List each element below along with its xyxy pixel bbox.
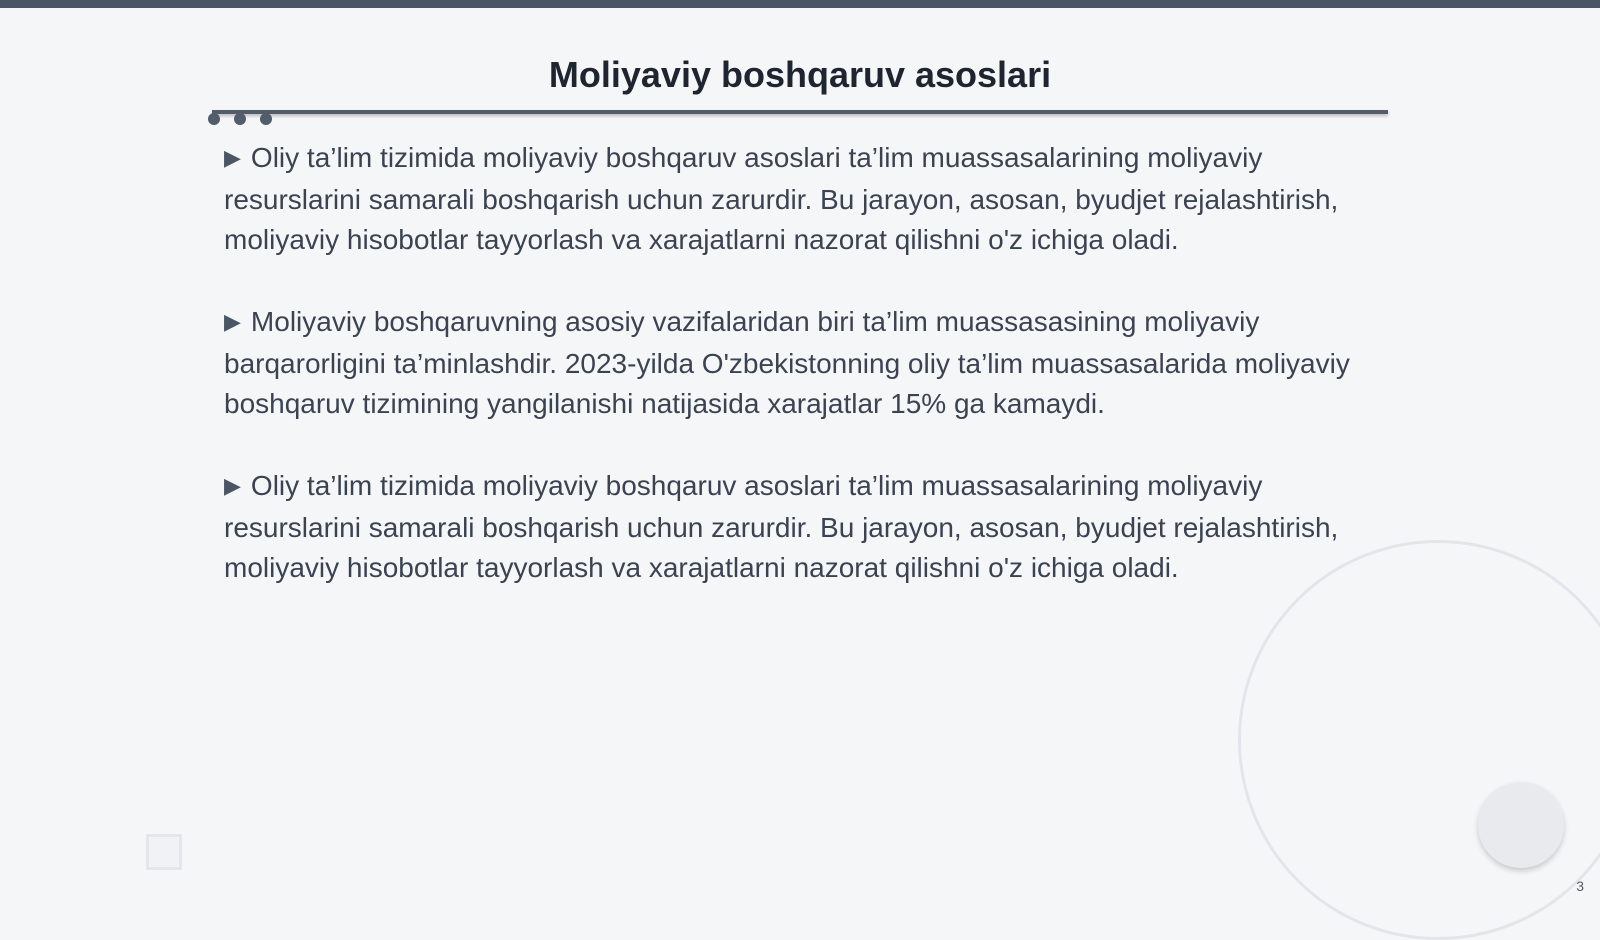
page-number: 3 — [1576, 878, 1584, 894]
top-accent-bar — [0, 0, 1600, 8]
bullet-paragraph — [224, 302, 1384, 424]
triangle-right-icon: ▶ — [224, 473, 241, 498]
decorative-circle — [1478, 782, 1564, 868]
title-divider — [212, 110, 1388, 114]
bullet-paragraph — [224, 138, 1384, 260]
paragraph-text: Oliy ta’lim tizimida moliyaviy boshqaruv asoslari ta’lim muassasalarining moliyaviy resurslarini samarali boshqarish uchun zarurdir. Bu jarayon, asosan, byudjet rejalashtirish, moliyaviy hisobotlar tayyorlash va xarajatlarni nazorat qilishni o'z ichiga oladi. — [224, 142, 1339, 255]
paragraph-text: Moliyaviy boshqaruvning asosiy vazifalaridan biri ta’lim muassasasining moliyaviy barqarorligini ta’minlashdir. 2023-yilda O'zbekistonning oliy ta’lim muassasalarida moliyaviy boshqaruv tizimining yangilanishi natijasida xarajatlar 15% ga kamaydi. — [224, 306, 1350, 419]
slide-body — [224, 138, 1384, 630]
triangle-right-icon: ▶ — [224, 145, 241, 170]
decorative-square — [146, 834, 182, 870]
divider-dot — [208, 113, 220, 125]
divider-dot — [234, 113, 246, 125]
paragraph-text: Oliy ta’lim tizimida moliyaviy boshqaruv asoslari ta’lim muassasalarining moliyaviy resurslarini samarali boshqarish uchun zarurdir. Bu jarayon, asosan, byudjet rejalashtirish, moliyaviy hisobotlar tayyorlash va xarajatlarni nazorat qilishni o'z ichiga oladi. — [224, 470, 1339, 583]
triangle-right-icon: ▶ — [224, 309, 241, 334]
bullet-paragraph — [224, 466, 1384, 588]
slide-title: Moliyaviy boshqaruv asoslari — [548, 54, 1052, 95]
divider-dot — [260, 113, 272, 125]
